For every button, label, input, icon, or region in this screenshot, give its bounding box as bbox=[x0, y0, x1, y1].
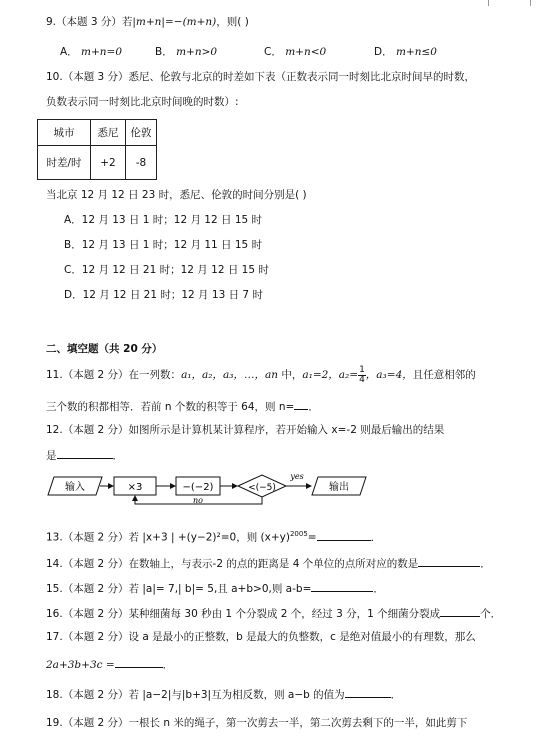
table-header-london: 伦敦 bbox=[126, 120, 157, 146]
question-10-line1: 10.（本题 3 分）悉尼、伦敦与北京的时差如下表（正数表示同一时刻比北京时间早的时数， bbox=[46, 71, 476, 83]
q9-option-c[interactable]: C． m+n<0 bbox=[264, 46, 327, 58]
flow-no-label: no bbox=[193, 496, 203, 505]
question-11-line2: 三个数的积都相等．若前 n 个数的积等于 64，则 n= ． bbox=[46, 398, 319, 414]
flow-yes-label: yes bbox=[290, 472, 304, 481]
answer-blank-11[interactable] bbox=[294, 398, 308, 410]
question-9-stem: 9.（本题 3 分）若|m+n|=−(m+n)，则( ) bbox=[46, 16, 249, 28]
time-difference-table bbox=[37, 119, 157, 180]
table-header-sydney: 悉尼 bbox=[91, 120, 126, 146]
q10-option-b[interactable]: B．12 月 13 日 1 时；12 月 11 日 15 时 bbox=[64, 239, 263, 251]
q10-option-c[interactable]: C．12 月 12 日 21 时；12 月 12 日 15 时 bbox=[64, 264, 269, 276]
flow-input-box bbox=[48, 477, 102, 495]
q9-option-d[interactable]: D． m+n≤0 bbox=[374, 46, 437, 58]
svg-text:−(−2): −(−2) bbox=[182, 482, 214, 493]
table-row-label: 时差/时 bbox=[38, 146, 91, 180]
page-corner-mark bbox=[530, 0, 531, 6]
answer-blank-14[interactable] bbox=[418, 555, 480, 567]
calculation-flowchart bbox=[0, 468, 544, 508]
flow-condition-diamond bbox=[238, 475, 286, 497]
q10-option-d[interactable]: D．12 月 12 日 21 时；12 月 13 日 7 时 bbox=[64, 289, 263, 301]
question-14: 14.（本题 2 分）在数轴上，与表示-2 的点的距离是 4 个单位的点所对应的数是 ． bbox=[46, 555, 491, 571]
question-17-line2: 2a+3b+3c = ． bbox=[46, 656, 173, 672]
svg-text:输入: 输入 bbox=[65, 482, 85, 493]
question-12-line2: 是 ． bbox=[46, 447, 123, 463]
q10-option-a[interactable]: A．12 月 13 日 1 时；12 月 12 日 15 时 bbox=[64, 214, 263, 226]
flow-output-box bbox=[312, 477, 366, 495]
table-cell-london: -8 bbox=[126, 146, 157, 180]
question-19: 19.（本题 2 分）一根长 n 米的绳子，第一次剪去一半，第二次剪去剩下的一半，如此剪下 bbox=[46, 717, 468, 729]
fraction-one-quarter: $\frac{1}{4}$ bbox=[359, 364, 365, 385]
answer-blank-13[interactable] bbox=[317, 529, 371, 541]
answer-blank-17[interactable] bbox=[115, 656, 163, 668]
answer-blank-18[interactable] bbox=[345, 686, 391, 698]
q9-option-a[interactable]: A． m+n=0 bbox=[60, 46, 123, 58]
question-10-line2: 负数表示同一时刻比北京时间晚的时数）: bbox=[46, 96, 239, 108]
page-corner-mark bbox=[488, 0, 489, 6]
question-10-prompt: 当北京 12 月 12 日 23 时，悉尼、伦敦的时间分别是( ) bbox=[46, 189, 307, 201]
question-15: 15.（本题 2 分）若 |a|= 7,| b|= 5,且 a+b>0,则 a-b= ． bbox=[46, 580, 384, 596]
question-16: 16.（本题 2 分）某种细菌每 30 秒由 1 个分裂成 2 个，经过 3 分，1 个细菌分裂成 个． bbox=[46, 605, 501, 621]
svg-text:<(−5): <(−5) bbox=[248, 483, 276, 493]
table-cell-sydney: +2 bbox=[91, 146, 126, 180]
question-11-line1: 11.（本题 2 分）在一列数：a₁，a₂，a₃，…，an 中，a₁=2，a₂= $\frac{1}{4}$ ，a₃=4，且任意相邻的 bbox=[46, 364, 476, 385]
svg-text:输出: 输出 bbox=[329, 482, 349, 493]
q9-option-b[interactable]: B． m+n>0 bbox=[155, 46, 218, 58]
section-2-title: 二、填空题（共 20 分） bbox=[46, 343, 163, 355]
question-13: 13.（本题 2 分）若 |x+3 | +(y−2)²=0，则 $(x+y)^{2005}=$ ． bbox=[46, 530, 382, 544]
flow-minus-box bbox=[176, 477, 220, 495]
question-18: 18.（本题 2 分）若 |a−2|与|b+3|互为相反数，则 a−b 的值为 ． bbox=[46, 686, 401, 702]
svg-text:×3: ×3 bbox=[127, 482, 143, 493]
flow-times3-box bbox=[114, 477, 156, 495]
answer-blank-16[interactable] bbox=[440, 605, 480, 617]
answer-blank-15[interactable] bbox=[311, 580, 373, 592]
table-header-city: 城市 bbox=[38, 120, 91, 146]
question-12-line1: 12.（本题 2 分）如图所示是计算机某计算程序，若开始输入 x=-2 则最后输出的结果 bbox=[46, 424, 445, 436]
question-17-line1: 17.（本题 2 分）设 a 是最小的正整数，b 是最大的负整数，c 是绝对值最小的有理数，那么 bbox=[46, 631, 476, 643]
answer-blank-12[interactable] bbox=[57, 447, 113, 459]
